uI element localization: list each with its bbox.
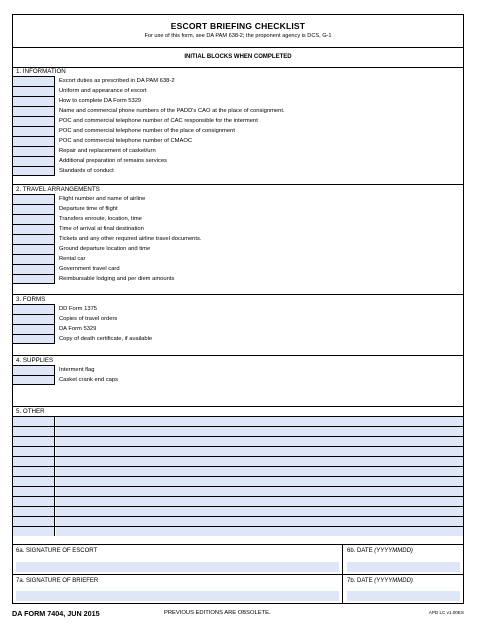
escort-signature-cell (13, 545, 343, 574)
checklist-rows (13, 304, 463, 344)
checklist-item-label: Casket crank end caps (59, 377, 118, 383)
checklist-item (13, 194, 463, 204)
initial-box[interactable] (13, 244, 55, 254)
checklist-item (13, 324, 463, 334)
checklist-item-label: Government travel card (59, 266, 120, 272)
checklist-item-label: Standards of conduct (59, 168, 114, 174)
initial-box[interactable] (13, 324, 55, 334)
form-title: ESCORT BRIEFING CHECKLIST (170, 21, 306, 31)
other-row (13, 526, 463, 536)
checklist-rows (13, 76, 463, 176)
other-row (13, 416, 463, 426)
checklist-item (13, 96, 463, 106)
checklist-item-label: Copies of travel orders (59, 316, 118, 322)
initial-box[interactable] (13, 166, 55, 176)
escort-signature-block (13, 545, 463, 575)
checklist-item (13, 86, 463, 96)
checklist-item (13, 234, 463, 244)
checklist-item-label: POC and commercial telephone number of the place of consignment (59, 128, 235, 134)
other-row (13, 476, 463, 486)
other-initial-box[interactable] (13, 417, 55, 426)
section-other (13, 407, 463, 545)
checklist-item-label: Transfers enroute, location, time (59, 216, 142, 222)
form-id: DA FORM 7404, JUN 2015 (12, 609, 100, 618)
previous-editions-note: PREVIOUS EDITIONS ARE OBSOLETE. (164, 610, 271, 616)
other-row (13, 506, 463, 516)
checklist-item-label: POC and commercial telephone number of CAC responsible for the interment (59, 118, 258, 124)
form-header (13, 15, 463, 48)
escort-date-format: (YYYYMMDD) (374, 548, 413, 554)
checklist-item-label: Rental car (59, 256, 86, 262)
other-text-field[interactable] (56, 457, 463, 466)
initial-box[interactable] (13, 204, 55, 214)
checklist-item-label: Interment flag (59, 367, 95, 373)
briefer-date-text: 7b. DATE (347, 578, 373, 584)
other-text-field[interactable] (56, 437, 463, 446)
checklist-item-label: How to complete DA Form 5329 (59, 98, 142, 104)
escort-date-cell (344, 545, 463, 574)
checklist-item-label: Reimbursable lodging and per diem amounts (59, 276, 175, 282)
section-title: 2. TRAVEL ARRANGEMENTS (16, 186, 100, 193)
checklist-item-label: Departure time of flight (59, 206, 118, 212)
other-initial-box[interactable] (13, 467, 55, 476)
checklist-item-label: Flight number and name of airline (59, 196, 146, 202)
other-row (13, 516, 463, 526)
initial-box[interactable] (13, 146, 55, 156)
briefer-date-label (347, 578, 463, 584)
other-text-field[interactable] (56, 487, 463, 496)
form-subtitle: For use of this form, see DA PAM 638-2; the proponent agency is DCS, G-1 (144, 33, 332, 39)
form-footer (12, 609, 464, 619)
checklist-item (13, 365, 463, 375)
checklist-item (13, 214, 463, 224)
checklist-item-label: POC and commercial telephone number of CMAOC (59, 138, 193, 144)
other-initial-box[interactable] (13, 497, 55, 506)
initial-box[interactable] (13, 96, 55, 106)
checklist-item (13, 136, 463, 146)
escort-briefing-form (12, 14, 464, 604)
other-row (13, 496, 463, 506)
initial-box[interactable] (13, 254, 55, 264)
briefer-date-field[interactable] (347, 591, 460, 601)
briefer-date-format: (YYYYMMDD) (374, 578, 413, 584)
checklist-item-label: Time of arrival at final destination (59, 226, 144, 232)
section-information (13, 67, 463, 185)
checklist-item-label: DA Form 5329 (59, 326, 97, 332)
checklist-item-label: Ground departure location and time (59, 246, 151, 252)
section-travel-arrangements (13, 185, 463, 295)
other-initial-box[interactable] (13, 457, 55, 466)
checklist-rows (13, 194, 463, 284)
section-title: 3. FORMS (16, 296, 46, 303)
section-title: 4. SUPPLIES (16, 357, 54, 364)
checklist-item (13, 375, 463, 385)
initial-box[interactable] (13, 76, 55, 86)
checklist-item (13, 264, 463, 274)
other-initial-box[interactable] (13, 437, 55, 446)
escort-signature-label: 6a. SIGNATURE OF ESCORT (16, 548, 98, 554)
briefer-date-cell (344, 575, 463, 603)
initial-box[interactable] (13, 136, 55, 146)
checklist-item (13, 244, 463, 254)
other-row (13, 456, 463, 466)
initial-box[interactable] (13, 126, 55, 136)
checklist-item-label: Additional preparation of remains services (59, 158, 167, 164)
checklist-item (13, 204, 463, 214)
checklist-item (13, 76, 463, 86)
other-text-field[interactable] (56, 507, 463, 516)
initial-box[interactable] (13, 194, 55, 204)
checklist-item (13, 254, 463, 264)
other-initial-box[interactable] (13, 477, 55, 486)
other-initial-box[interactable] (13, 487, 55, 496)
initial-box[interactable] (13, 214, 55, 224)
checklist-item (13, 314, 463, 324)
section-forms (13, 295, 463, 356)
form-instruction: INITIAL BLOCKS WHEN COMPLETED (13, 47, 463, 68)
initial-box[interactable] (13, 86, 55, 96)
checklist-item (13, 116, 463, 126)
other-text-field[interactable] (56, 417, 463, 426)
form-version: APD LC v1.00ES (428, 610, 464, 615)
initial-box[interactable] (13, 116, 55, 126)
other-text-field[interactable] (56, 477, 463, 486)
checklist-item-label: DD Form 1375 (59, 306, 98, 312)
other-initial-box[interactable] (13, 447, 55, 456)
section-supplies (13, 356, 463, 407)
checklist-item-label: Tickets and any other required airline travel documents. (59, 236, 202, 242)
initial-box[interactable] (13, 264, 55, 274)
other-initial-box[interactable] (13, 507, 55, 516)
checklist-item-label: Copy of death certificate, if available (59, 336, 153, 342)
checklist-item (13, 224, 463, 234)
checklist-item (13, 166, 463, 176)
initial-box[interactable] (13, 304, 55, 314)
checklist-item-label: Uniform and appearance of escort (59, 88, 147, 94)
section-title: 1. INFORMATION (16, 68, 66, 75)
escort-signature-field[interactable] (16, 562, 339, 572)
checklist-item-label: Name and commercial phone numbers of the PADD's CAO at the place of consignment. (59, 108, 285, 114)
other-text-field[interactable] (56, 527, 463, 536)
escort-date-field[interactable] (347, 562, 460, 572)
briefer-signature-field[interactable] (16, 591, 339, 601)
initial-box[interactable] (13, 334, 55, 344)
checklist-item (13, 156, 463, 166)
checklist-item-label: Repair and replacement of casket/urn (59, 148, 156, 154)
initial-box[interactable] (13, 314, 55, 324)
checklist-item-label: Escort duties as prescribed in DA PAM 638-2 (59, 78, 175, 84)
briefer-signature-label: 7a. SIGNATURE OF BRIEFER (16, 578, 99, 584)
other-text-field[interactable] (56, 517, 463, 526)
other-initial-box[interactable] (13, 527, 55, 536)
other-rows (13, 416, 463, 536)
briefer-signature-cell (13, 575, 343, 603)
other-text-field[interactable] (56, 427, 463, 436)
other-row (13, 466, 463, 476)
initial-box[interactable] (13, 375, 55, 385)
other-row (13, 486, 463, 496)
section-title: 5. OTHER (16, 408, 45, 415)
other-text-field[interactable] (56, 467, 463, 476)
checklist-item (13, 334, 463, 344)
briefer-signature-block (13, 575, 463, 603)
other-initial-box[interactable] (13, 427, 55, 436)
checklist-item (13, 274, 463, 284)
checklist-rows (13, 365, 463, 385)
checklist-item (13, 126, 463, 136)
initial-box[interactable] (13, 234, 55, 244)
checklist-item (13, 106, 463, 116)
initial-box[interactable] (13, 224, 55, 234)
other-row (13, 446, 463, 456)
other-initial-box[interactable] (13, 517, 55, 526)
initial-box[interactable] (13, 156, 55, 166)
initial-box[interactable] (13, 106, 55, 116)
other-text-field[interactable] (56, 447, 463, 456)
other-row (13, 436, 463, 446)
checklist-item (13, 304, 463, 314)
initial-box[interactable] (13, 365, 55, 375)
checklist-item (13, 146, 463, 156)
other-text-field[interactable] (56, 497, 463, 506)
escort-date-text: 6b. DATE (347, 548, 373, 554)
escort-date-label (347, 548, 463, 554)
other-row (13, 426, 463, 436)
initial-box[interactable] (13, 274, 55, 284)
